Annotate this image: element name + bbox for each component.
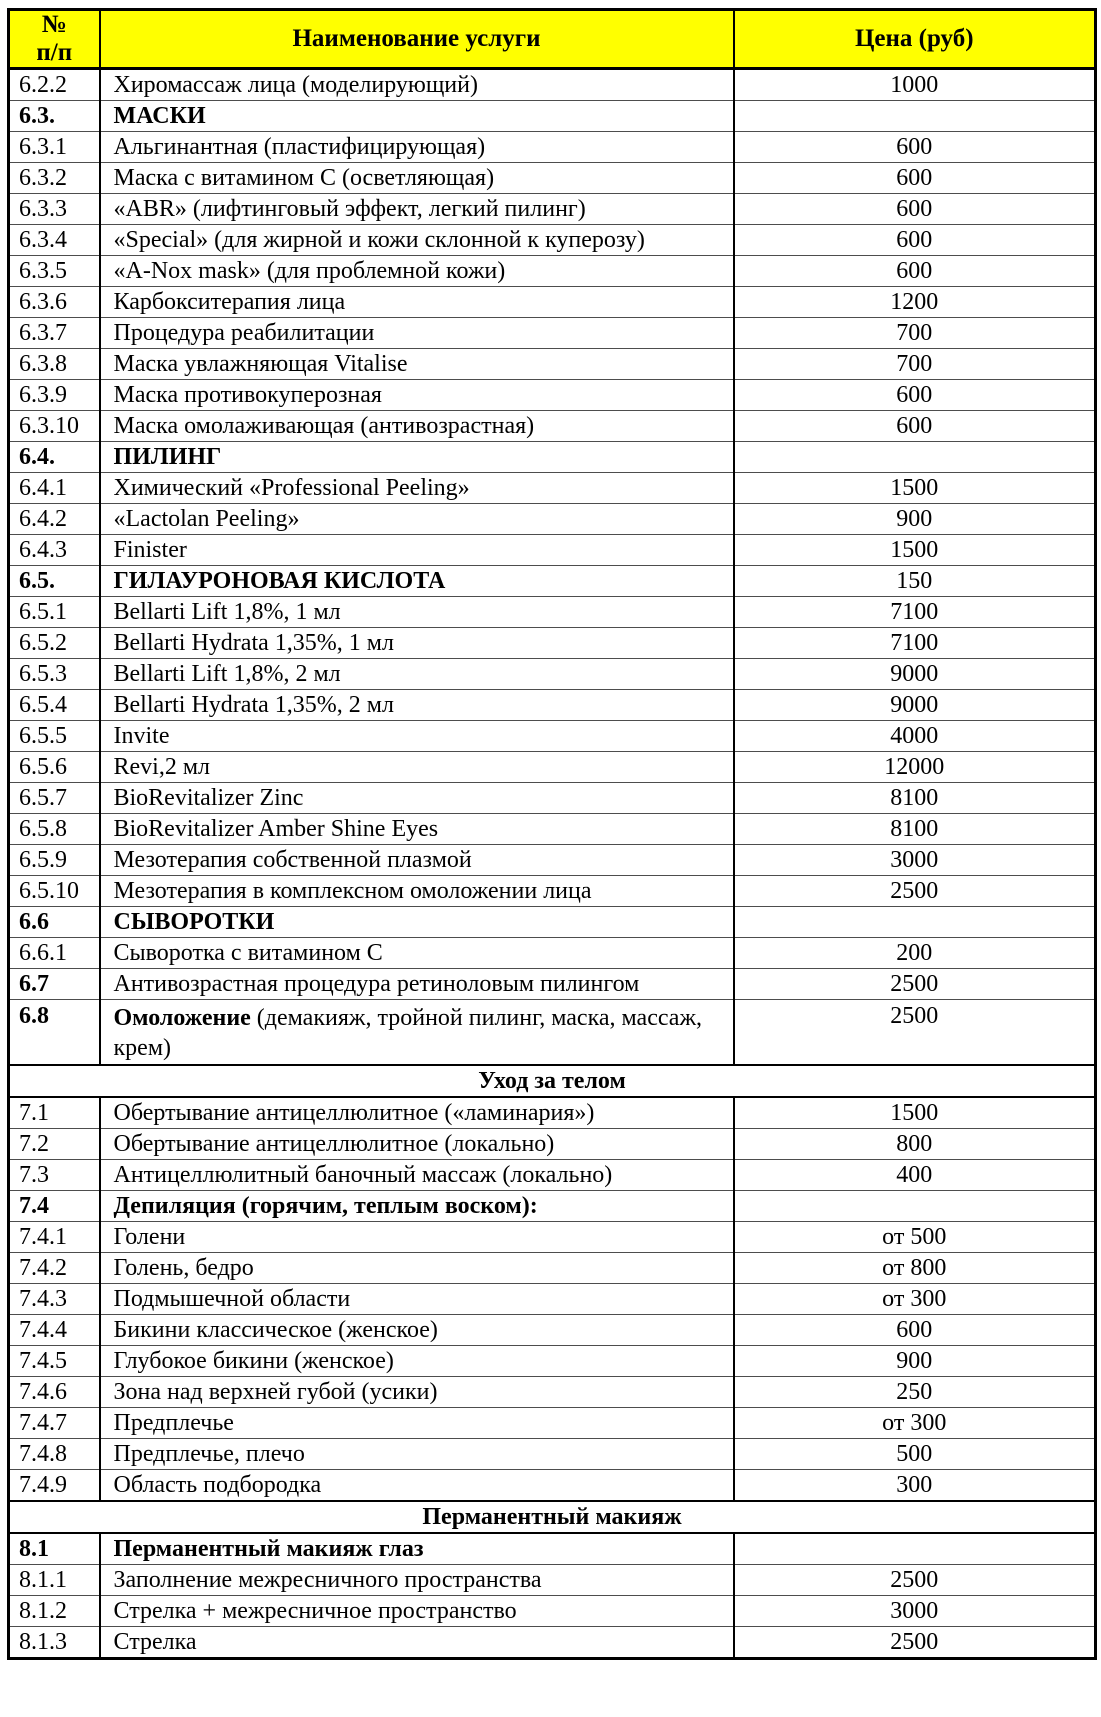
row-price: 1200 xyxy=(734,287,1096,318)
row-service-name: Обертывание антицеллюлитное («ламинария») xyxy=(100,1097,734,1129)
row-number: 6.3.3 xyxy=(9,194,100,225)
table-row xyxy=(9,1284,1096,1315)
row-number: 6.4. xyxy=(9,442,100,473)
row-service-name: ГИЛАУРОНОВАЯ КИСЛОТА xyxy=(100,566,734,597)
row-service-name: Маска противокуперозная xyxy=(100,380,734,411)
row-service-name: «Special» (для жирной и кожи склонной к куперозу) xyxy=(100,225,734,256)
table-row xyxy=(9,814,1096,845)
row-price: 1000 xyxy=(734,69,1096,101)
table-row xyxy=(9,132,1096,163)
row-price: от 500 xyxy=(734,1222,1096,1253)
row-service-name: Стрелка xyxy=(100,1627,734,1659)
row-price: 2500 xyxy=(734,1565,1096,1596)
table-row xyxy=(9,225,1096,256)
row-price: 1500 xyxy=(734,473,1096,504)
table-row xyxy=(9,1439,1096,1470)
row-service-name: Invite xyxy=(100,721,734,752)
section-band-label: Уход за телом xyxy=(9,1065,1096,1097)
row-service-name-bold-part: Омоложение xyxy=(113,1005,257,1031)
table-row xyxy=(9,752,1096,783)
row-service-name: «A-Nox mask» (для проблемной кожи) xyxy=(100,256,734,287)
row-service-name: BioRevitalizer Amber Shine Eyes xyxy=(100,814,734,845)
row-price: 7100 xyxy=(734,597,1096,628)
row-number: 6.5.8 xyxy=(9,814,100,845)
table-row xyxy=(9,442,1096,473)
row-number: 6.5.5 xyxy=(9,721,100,752)
header-number-bottom: п/п xyxy=(36,39,73,66)
section-band-row xyxy=(9,1501,1096,1533)
row-price xyxy=(734,907,1096,938)
row-service-name: Предплечье, плечо xyxy=(100,1439,734,1470)
table-row xyxy=(9,783,1096,814)
row-service-name: СЫВОРОТКИ xyxy=(100,907,734,938)
row-service-name: Альгинантная (пластифицирующая) xyxy=(100,132,734,163)
row-number: 6.3.2 xyxy=(9,163,100,194)
table-row xyxy=(9,411,1096,442)
row-price: 8100 xyxy=(734,814,1096,845)
row-price: 600 xyxy=(734,163,1096,194)
row-price: 600 xyxy=(734,256,1096,287)
table-row xyxy=(9,163,1096,194)
row-price: 700 xyxy=(734,349,1096,380)
row-service-name: Омоложение (демакияж, тройной пилинг, маска, массаж, крем) xyxy=(100,1000,734,1066)
row-price xyxy=(734,442,1096,473)
row-service-name: Химический «Professional Peeling» xyxy=(100,473,734,504)
row-number: 6.4.2 xyxy=(9,504,100,535)
table-row xyxy=(9,1129,1096,1160)
row-service-name: Голени xyxy=(100,1222,734,1253)
row-number: 6.7 xyxy=(9,969,100,1000)
row-service-name: Предплечье xyxy=(100,1408,734,1439)
row-service-name: Процедура реабилитации xyxy=(100,318,734,349)
row-service-name: «Lactolan Peeling» xyxy=(100,504,734,535)
table-row xyxy=(9,876,1096,907)
row-price: 8100 xyxy=(734,783,1096,814)
table-row xyxy=(9,287,1096,318)
row-number: 6.5.6 xyxy=(9,752,100,783)
table-row xyxy=(9,318,1096,349)
row-service-name: Сыворотка с витамином С xyxy=(100,938,734,969)
table-row xyxy=(9,1565,1096,1596)
row-price: 400 xyxy=(734,1160,1096,1191)
row-price: 3000 xyxy=(734,1596,1096,1627)
row-service-name: Маска увлажняющая Vitalise xyxy=(100,349,734,380)
header-number-top: № xyxy=(41,11,67,38)
price-table-header xyxy=(9,10,1096,69)
row-price: 4000 xyxy=(734,721,1096,752)
row-number: 6.8 xyxy=(9,1000,100,1066)
row-service-name: Депиляция (горячим, теплым воском): xyxy=(100,1191,734,1222)
row-service-name: Антицеллюлитный баночный массаж (локально) xyxy=(100,1160,734,1191)
row-price: 600 xyxy=(734,411,1096,442)
row-number: 6.3.8 xyxy=(9,349,100,380)
row-price: 2500 xyxy=(734,876,1096,907)
header-row xyxy=(9,10,1096,69)
table-row xyxy=(9,194,1096,225)
row-number: 7.3 xyxy=(9,1160,100,1191)
row-number: 7.4.9 xyxy=(9,1470,100,1502)
row-service-name: Хиромассаж лица (моделирующий) xyxy=(100,69,734,101)
table-row xyxy=(9,1408,1096,1439)
row-number: 6.4.3 xyxy=(9,535,100,566)
row-number: 6.5.2 xyxy=(9,628,100,659)
table-row xyxy=(9,256,1096,287)
row-number: 6.3.6 xyxy=(9,287,100,318)
table-row xyxy=(9,690,1096,721)
row-price: 600 xyxy=(734,132,1096,163)
row-price: 3000 xyxy=(734,845,1096,876)
row-number: 6.5.3 xyxy=(9,659,100,690)
row-number: 6.3.10 xyxy=(9,411,100,442)
table-row xyxy=(9,380,1096,411)
header-cell-price: Цена (руб) xyxy=(734,10,1096,69)
row-number: 8.1 xyxy=(9,1533,100,1565)
section-band-row xyxy=(9,1065,1096,1097)
table-row xyxy=(9,659,1096,690)
row-service-name: Мезотерапия в комплексном омоложении лица xyxy=(100,876,734,907)
row-number: 7.4.4 xyxy=(9,1315,100,1346)
table-row xyxy=(9,721,1096,752)
row-service-name: ПИЛИНГ xyxy=(100,442,734,473)
row-service-name: Bellarti Hydrata 1,35%, 1 мл xyxy=(100,628,734,659)
row-number: 6.3.7 xyxy=(9,318,100,349)
row-number: 7.2 xyxy=(9,1129,100,1160)
row-service-name: Голень, бедро xyxy=(100,1253,734,1284)
row-number: 6.5.7 xyxy=(9,783,100,814)
row-service-name: «ABR» (лифтинговый эффект, легкий пилинг) xyxy=(100,194,734,225)
table-row xyxy=(9,69,1096,101)
row-number: 7.4.7 xyxy=(9,1408,100,1439)
row-price: 600 xyxy=(734,225,1096,256)
row-number: 6.5.4 xyxy=(9,690,100,721)
row-price: 700 xyxy=(734,318,1096,349)
row-service-name: Подмышечной области xyxy=(100,1284,734,1315)
price-table xyxy=(7,8,1097,1660)
row-price: 9000 xyxy=(734,659,1096,690)
row-service-name: Глубокое бикини (женское) xyxy=(100,1346,734,1377)
row-number: 6.4.1 xyxy=(9,473,100,504)
table-row xyxy=(9,349,1096,380)
table-row xyxy=(9,1191,1096,1222)
row-number: 7.4.6 xyxy=(9,1377,100,1408)
row-number: 6.5.9 xyxy=(9,845,100,876)
row-number: 8.1.1 xyxy=(9,1565,100,1596)
row-number: 6.2.2 xyxy=(19,71,67,98)
table-row xyxy=(9,1097,1096,1129)
row-service-name: Бикини классическое (женское) xyxy=(100,1315,734,1346)
table-row xyxy=(9,1222,1096,1253)
row-price: 300 xyxy=(734,1470,1096,1502)
header-cell-number xyxy=(9,10,100,69)
table-row xyxy=(9,504,1096,535)
row-service-name: Заполнение межресничного пространства xyxy=(100,1565,734,1596)
row-price: 2500 xyxy=(734,1627,1096,1659)
row-service-name: Область подбородка xyxy=(100,1470,734,1502)
row-service-name: Маска омолаживающая (антивозрастная) xyxy=(100,411,734,442)
table-row xyxy=(9,566,1096,597)
row-service-name: Revi,2 мл xyxy=(100,752,734,783)
row-price xyxy=(734,101,1096,132)
row-price: от 800 xyxy=(734,1253,1096,1284)
row-number: 7.1 xyxy=(9,1097,100,1129)
row-service-name: Bellarti Hydrata 1,35%, 2 мл xyxy=(100,690,734,721)
row-price xyxy=(734,1191,1096,1222)
row-price: 7100 xyxy=(734,628,1096,659)
row-price: 250 xyxy=(734,1377,1096,1408)
row-service-name: Маска с витамином С (осветляющая) xyxy=(100,163,734,194)
header-cell-service-name: Наименование услуги xyxy=(100,10,734,69)
row-number: 7.4.8 xyxy=(9,1439,100,1470)
table-row xyxy=(9,628,1096,659)
row-service-name: МАСКИ xyxy=(100,101,734,132)
row-service-name: Перманентный макияж глаз xyxy=(100,1533,734,1565)
row-service-name: BioRevitalizer Zinc xyxy=(100,783,734,814)
row-service-name: Антивозрастная процедура ретиноловым пилингом xyxy=(100,969,734,1000)
table-row xyxy=(9,473,1096,504)
table-row xyxy=(9,101,1096,132)
row-price: 2500 xyxy=(734,1000,1096,1066)
row-number: 6.3.1 xyxy=(9,132,100,163)
table-row xyxy=(9,845,1096,876)
row-service-name: Bellarti Lift 1,8%, 2 мл xyxy=(100,659,734,690)
row-service-name: Bellarti Lift 1,8%, 1 мл xyxy=(100,597,734,628)
row-price: 12000 xyxy=(734,752,1096,783)
row-price: 150 xyxy=(734,566,1096,597)
row-price: от 300 xyxy=(734,1284,1096,1315)
row-number: 6.6 xyxy=(9,907,100,938)
table-row xyxy=(9,907,1096,938)
row-service-name: Мезотерапия собственной плазмой xyxy=(100,845,734,876)
table-row xyxy=(9,1470,1096,1502)
row-number: 6.3.9 xyxy=(9,380,100,411)
row-number: 7.4.3 xyxy=(9,1284,100,1315)
table-row xyxy=(9,1346,1096,1377)
row-price: 9000 xyxy=(734,690,1096,721)
row-number: 6.3.5 xyxy=(9,256,100,287)
table-row xyxy=(9,938,1096,969)
table-row xyxy=(9,1315,1096,1346)
row-price: от 300 xyxy=(734,1408,1096,1439)
table-row xyxy=(9,1627,1096,1659)
row-service-name: Стрелка + межресничное пространство xyxy=(100,1596,734,1627)
row-price: 1500 xyxy=(734,535,1096,566)
table-row xyxy=(9,1000,1096,1066)
row-price: 800 xyxy=(734,1129,1096,1160)
section-band-label: Перманентный макияж xyxy=(9,1501,1096,1533)
row-service-name: Обертывание антицеллюлитное (локально) xyxy=(100,1129,734,1160)
row-number: 6.3. xyxy=(9,101,100,132)
row-number: 7.4.2 xyxy=(9,1253,100,1284)
table-row xyxy=(9,1533,1096,1565)
row-price: 2500 xyxy=(734,969,1096,1000)
row-service-name: Finister xyxy=(100,535,734,566)
table-row xyxy=(9,1377,1096,1408)
row-service-name: Карбокситерапия лица xyxy=(100,287,734,318)
row-price xyxy=(734,1533,1096,1565)
row-number: 6.5.1 xyxy=(9,597,100,628)
table-row xyxy=(9,1596,1096,1627)
row-price: 500 xyxy=(734,1439,1096,1470)
row-number: 6.3.4 xyxy=(9,225,100,256)
table-row xyxy=(9,1160,1096,1191)
row-number: 6.5. xyxy=(9,566,100,597)
price-table-body xyxy=(9,69,1096,1659)
table-row xyxy=(9,969,1096,1000)
row-price: 600 xyxy=(734,194,1096,225)
table-row xyxy=(9,1253,1096,1284)
row-number: 8.1.3 xyxy=(9,1627,100,1659)
table-row xyxy=(9,535,1096,566)
row-number: 8.1.2 xyxy=(9,1596,100,1627)
row-number: 7.4 xyxy=(9,1191,100,1222)
row-price: 200 xyxy=(734,938,1096,969)
table-row xyxy=(9,597,1096,628)
row-number: 6.5.10 xyxy=(9,876,100,907)
row-price: 900 xyxy=(734,504,1096,535)
row-price: 1500 xyxy=(734,1097,1096,1129)
row-price: 900 xyxy=(734,1346,1096,1377)
row-price: 600 xyxy=(734,380,1096,411)
row-number: 6.6.1 xyxy=(9,938,100,969)
row-number: 7.4.5 xyxy=(9,1346,100,1377)
row-number: 7.4.1 xyxy=(9,1222,100,1253)
row-price: 600 xyxy=(734,1315,1096,1346)
row-service-name: Зона над верхней губой (усики) xyxy=(100,1377,734,1408)
